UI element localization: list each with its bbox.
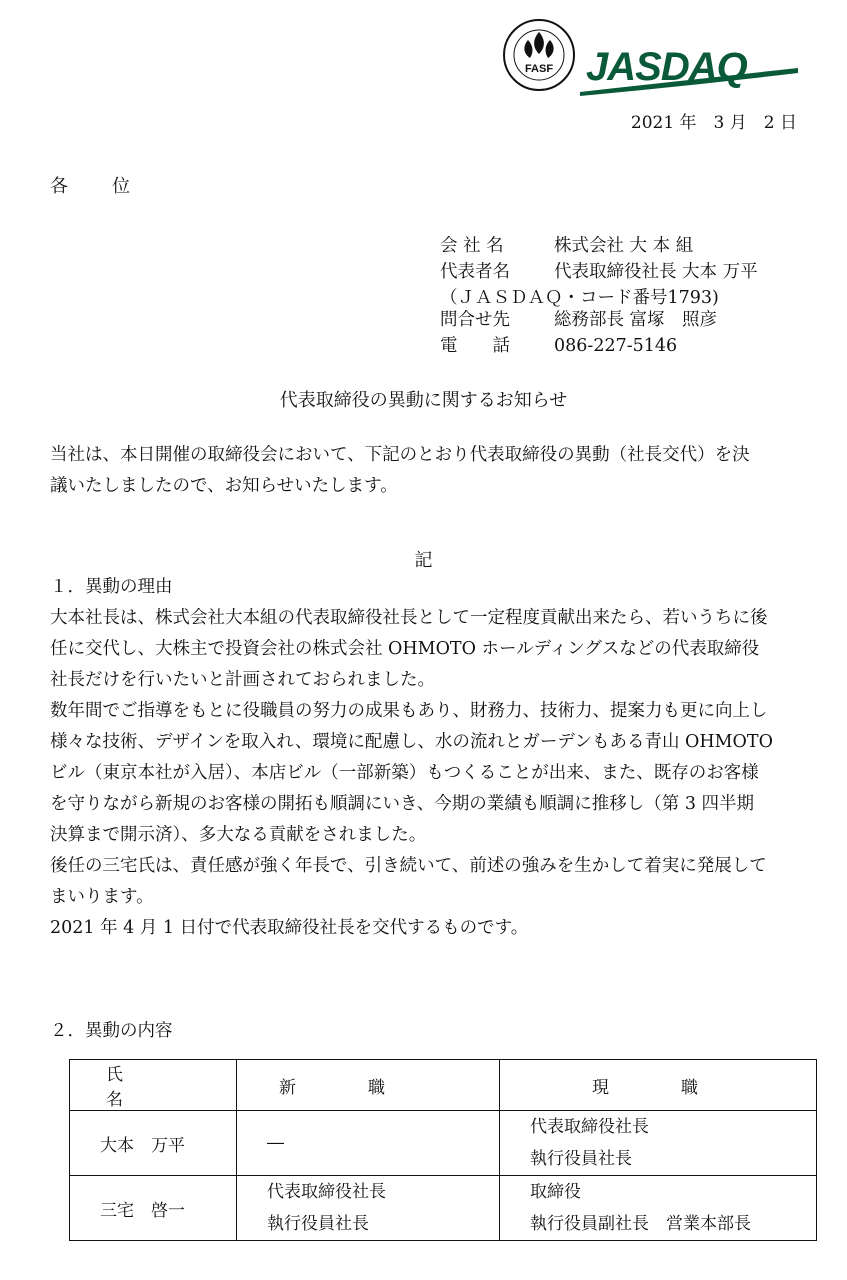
section-1-heading: １．異動の理由 (50, 577, 173, 597)
section-1-line: 2021 年 4 月 1 日付で代表取締役社長を交代するものです。 (50, 918, 529, 938)
section-1-line: 決算まで開示済）、多大なる貢献をされました。 (50, 825, 427, 845)
header-new-position: 新職 (237, 1060, 500, 1111)
cell-new-line: 代表取締役社長 (267, 1182, 386, 1202)
section-1-line: 大本社長は、株式会社大本組の代表取締役社長として一定程度貢献出来たら、若いうちに後 (50, 608, 768, 628)
table-header-row (70, 1060, 817, 1111)
section-1-line: 後任の三宅氏は、責任感が強く年長で、引き続いて、前述の強みを生かして着実に発展して (50, 856, 767, 876)
intro-line: 当社は、本日開催の取締役会において、下記のとおり代表取締役の異動（社長交代）を決 (50, 445, 750, 465)
personnel-change-table (69, 1059, 817, 1241)
section-1-line: 数年間でご指導をもとに役職員の努力の成果もあり、財務力、技術力、提案力も更に向上し (50, 701, 768, 721)
info-value: 総務部長 富塚 照彦 (554, 310, 718, 330)
header-current-position: 現職 (500, 1060, 817, 1111)
jasdaq-logo-text: JASDAQ (586, 45, 747, 89)
table-row (70, 1176, 817, 1241)
jasdaq-logo (578, 40, 800, 96)
company-name-row (440, 232, 693, 257)
fasf-logo-text: FASF (524, 63, 554, 75)
cell-current-line: 代表取締役社長 (530, 1117, 649, 1137)
section-2-heading: ２．異動の内容 (50, 1021, 173, 1041)
info-label: 電 話 (440, 336, 510, 356)
header-name: 氏名 (70, 1060, 237, 1111)
cell-current-line: 執行役員副社長 営業本部長 (530, 1214, 751, 1234)
section-2-heading-wrap (50, 1016, 810, 1047)
addressee (50, 172, 130, 198)
info-value: 代表取締役社長 大本 万平 (554, 262, 758, 282)
document-date: 2021 年 3 月 2 日 (630, 113, 797, 133)
cell-current (500, 1176, 817, 1241)
info-label: 代表者名 (440, 262, 510, 282)
cell-current-line: 取締役 (530, 1182, 581, 1202)
section-1-line: 社長だけを行いたいと計画されておられました。 (50, 670, 435, 690)
addressee-part-1: 各 (50, 176, 68, 197)
section-1-line: を守りながら新規のお客様の開拓も順調にいき、今期の業績も順調に推移し（第 3 四半期 (50, 794, 755, 814)
cell-new (237, 1111, 500, 1176)
section-1-line: まいります。 (50, 887, 154, 907)
document-title: 代表取締役の異動に関するお知らせ (279, 390, 568, 411)
cell-new (237, 1176, 500, 1241)
info-value: 株式会社 大 本 組 (554, 236, 694, 256)
contact-row (440, 306, 717, 331)
info-label: 会 社 名 (440, 236, 504, 256)
cell-new-line: ― (267, 1133, 284, 1153)
section-1-line: ビル（東京本社が入居）、本店ビル（一部新築）もつくることが出来、また、既存のお客様 (50, 763, 759, 783)
ki-heading: 記 (414, 550, 433, 571)
section-1-line: 任に交代し、大株主で投資会社の株式会社 OHMOTO ホールディングスなどの代表取締役 (50, 639, 760, 659)
cell-current-line: 執行役員社長 (530, 1149, 632, 1169)
section-1 (50, 572, 810, 944)
fasf-logo (502, 18, 576, 92)
info-value: 086-227-5146 (554, 336, 678, 356)
intro-paragraph (50, 440, 810, 502)
addressee-part-2: 位 (112, 176, 130, 197)
info-label: 問合せ先 (440, 310, 510, 330)
phone-row (440, 332, 677, 357)
cell-name: 三宅 啓一 (70, 1176, 237, 1241)
cell-new-line: 執行役員社長 (267, 1214, 369, 1234)
section-1-line: 様々な技術、デザインを取入れ、環境に配慮し、水の流れとガーデンもある青山 OHMOTO (50, 732, 773, 752)
info-value: （ＪＡＳＤＡＱ・コード番号1793) (440, 288, 719, 308)
cell-current (500, 1111, 817, 1176)
representative-row (440, 258, 758, 283)
intro-line: 議いたしましたので、お知らせいたします。 (50, 476, 398, 496)
table-row (70, 1111, 817, 1176)
cell-name: 大本 万平 (70, 1111, 237, 1176)
